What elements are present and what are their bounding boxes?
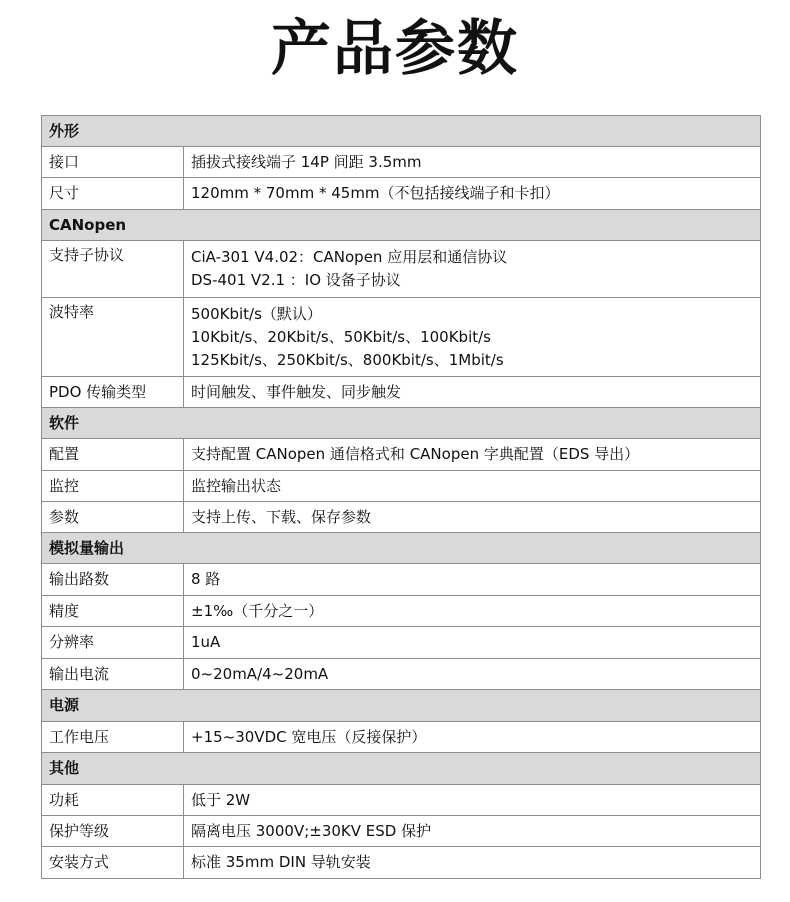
param-value xyxy=(184,627,761,659)
param-value xyxy=(184,596,761,627)
table-row xyxy=(42,627,761,659)
value-line: 低于 2W xyxy=(191,790,251,809)
param-value xyxy=(184,471,761,502)
value-line: 隔离电压 3000V;±30KV ESD 保护 xyxy=(191,821,432,840)
param-value xyxy=(184,298,761,377)
param-label: 配置 xyxy=(42,439,184,471)
value-line: DS-401 V2.1 ：IO 设备子协议 xyxy=(191,271,401,289)
section-header-power xyxy=(42,690,761,722)
section-header-other xyxy=(42,753,761,785)
param-label: 工作电压 xyxy=(42,722,184,753)
param-label: 输出路数 xyxy=(42,564,184,596)
section-title: 模拟量输出 xyxy=(42,533,761,564)
section-title: 电源 xyxy=(42,690,761,722)
table-row xyxy=(42,377,761,408)
section-title: 软件 xyxy=(42,408,761,439)
param-label: 监控 xyxy=(42,471,184,502)
param-label: 安装方式 xyxy=(42,847,184,879)
value-line: ±1‰（千分之一） xyxy=(191,601,324,620)
spec-table xyxy=(41,115,761,879)
value-line: 0~20mA/4~20mA xyxy=(191,664,329,683)
table-row xyxy=(42,596,761,627)
value-line: 支持配置 CANopen 通信格式和 CANopen 字典配置（EDS 导出） xyxy=(191,445,640,463)
param-label: 波特率 xyxy=(42,298,184,377)
value-line: 监控输出状态 xyxy=(191,476,282,495)
value-line: 500Kbit/s（默认） xyxy=(191,304,322,323)
table-row xyxy=(42,147,761,178)
value-line: 10Kbit/s、20Kbit/s、50Kbit/s、100Kbit/s xyxy=(191,327,491,346)
value-line: +15~30VDC 宽电压（反接保护） xyxy=(191,727,427,746)
value-line: 1uA xyxy=(191,633,221,651)
table-row xyxy=(42,439,761,471)
param-label: 精度 xyxy=(42,596,184,627)
param-value xyxy=(184,816,761,847)
value-line: 时间触发、事件触发、同步触发 xyxy=(191,382,402,401)
section-header-appearance xyxy=(42,116,761,147)
param-label: PDO 传输类型 xyxy=(42,377,184,408)
param-value xyxy=(184,377,761,408)
value-line: CiA-301 V4.02：CANopen 应用层和通信协议 xyxy=(191,248,508,266)
param-label: 输出电流 xyxy=(42,659,184,690)
value-line: 支持上传、下载、保存参数 xyxy=(191,507,372,526)
param-value xyxy=(184,785,761,816)
param-value xyxy=(184,502,761,533)
param-label: 支持子协议 xyxy=(42,241,184,298)
table-row xyxy=(42,847,761,879)
param-value xyxy=(184,439,761,471)
param-value xyxy=(184,659,761,690)
param-value xyxy=(184,147,761,178)
table-row xyxy=(42,502,761,533)
section-title: 其他 xyxy=(42,753,761,785)
section-title: CANopen xyxy=(42,210,761,241)
param-label: 接口 xyxy=(42,147,184,178)
param-label: 保护等级 xyxy=(42,816,184,847)
table-row xyxy=(42,298,761,377)
table-row xyxy=(42,471,761,502)
param-value xyxy=(184,847,761,879)
section-header-canopen xyxy=(42,210,761,241)
table-row xyxy=(42,178,761,210)
table-row xyxy=(42,816,761,847)
section-header-software xyxy=(42,408,761,439)
param-value xyxy=(184,722,761,753)
value-line: 8 路 xyxy=(191,570,221,588)
section-title: 外形 xyxy=(42,116,761,147)
param-value xyxy=(184,241,761,298)
value-line: 125Kbit/s、250Kbit/s、800Kbit/s、1Mbit/s xyxy=(191,350,504,369)
param-label: 参数 xyxy=(42,502,184,533)
section-header-analog-output xyxy=(42,533,761,564)
value-line: 标准 35mm DIN 导轨安装 xyxy=(191,853,371,871)
table-row xyxy=(42,659,761,690)
table-row xyxy=(42,241,761,298)
param-value xyxy=(184,564,761,596)
param-value xyxy=(184,178,761,210)
param-label: 尺寸 xyxy=(42,178,184,210)
value-line: 120mm * 70mm * 45mm（不包括接线端子和卡扣） xyxy=(191,184,560,202)
page-title: 产品参数 xyxy=(271,14,519,84)
param-label: 功耗 xyxy=(42,785,184,816)
param-label: 分辨率 xyxy=(42,627,184,659)
value-line: 插拔式接线端子 14P 间距 3.5mm xyxy=(191,152,422,171)
table-row xyxy=(42,785,761,816)
table-row xyxy=(42,564,761,596)
table-row xyxy=(42,722,761,753)
